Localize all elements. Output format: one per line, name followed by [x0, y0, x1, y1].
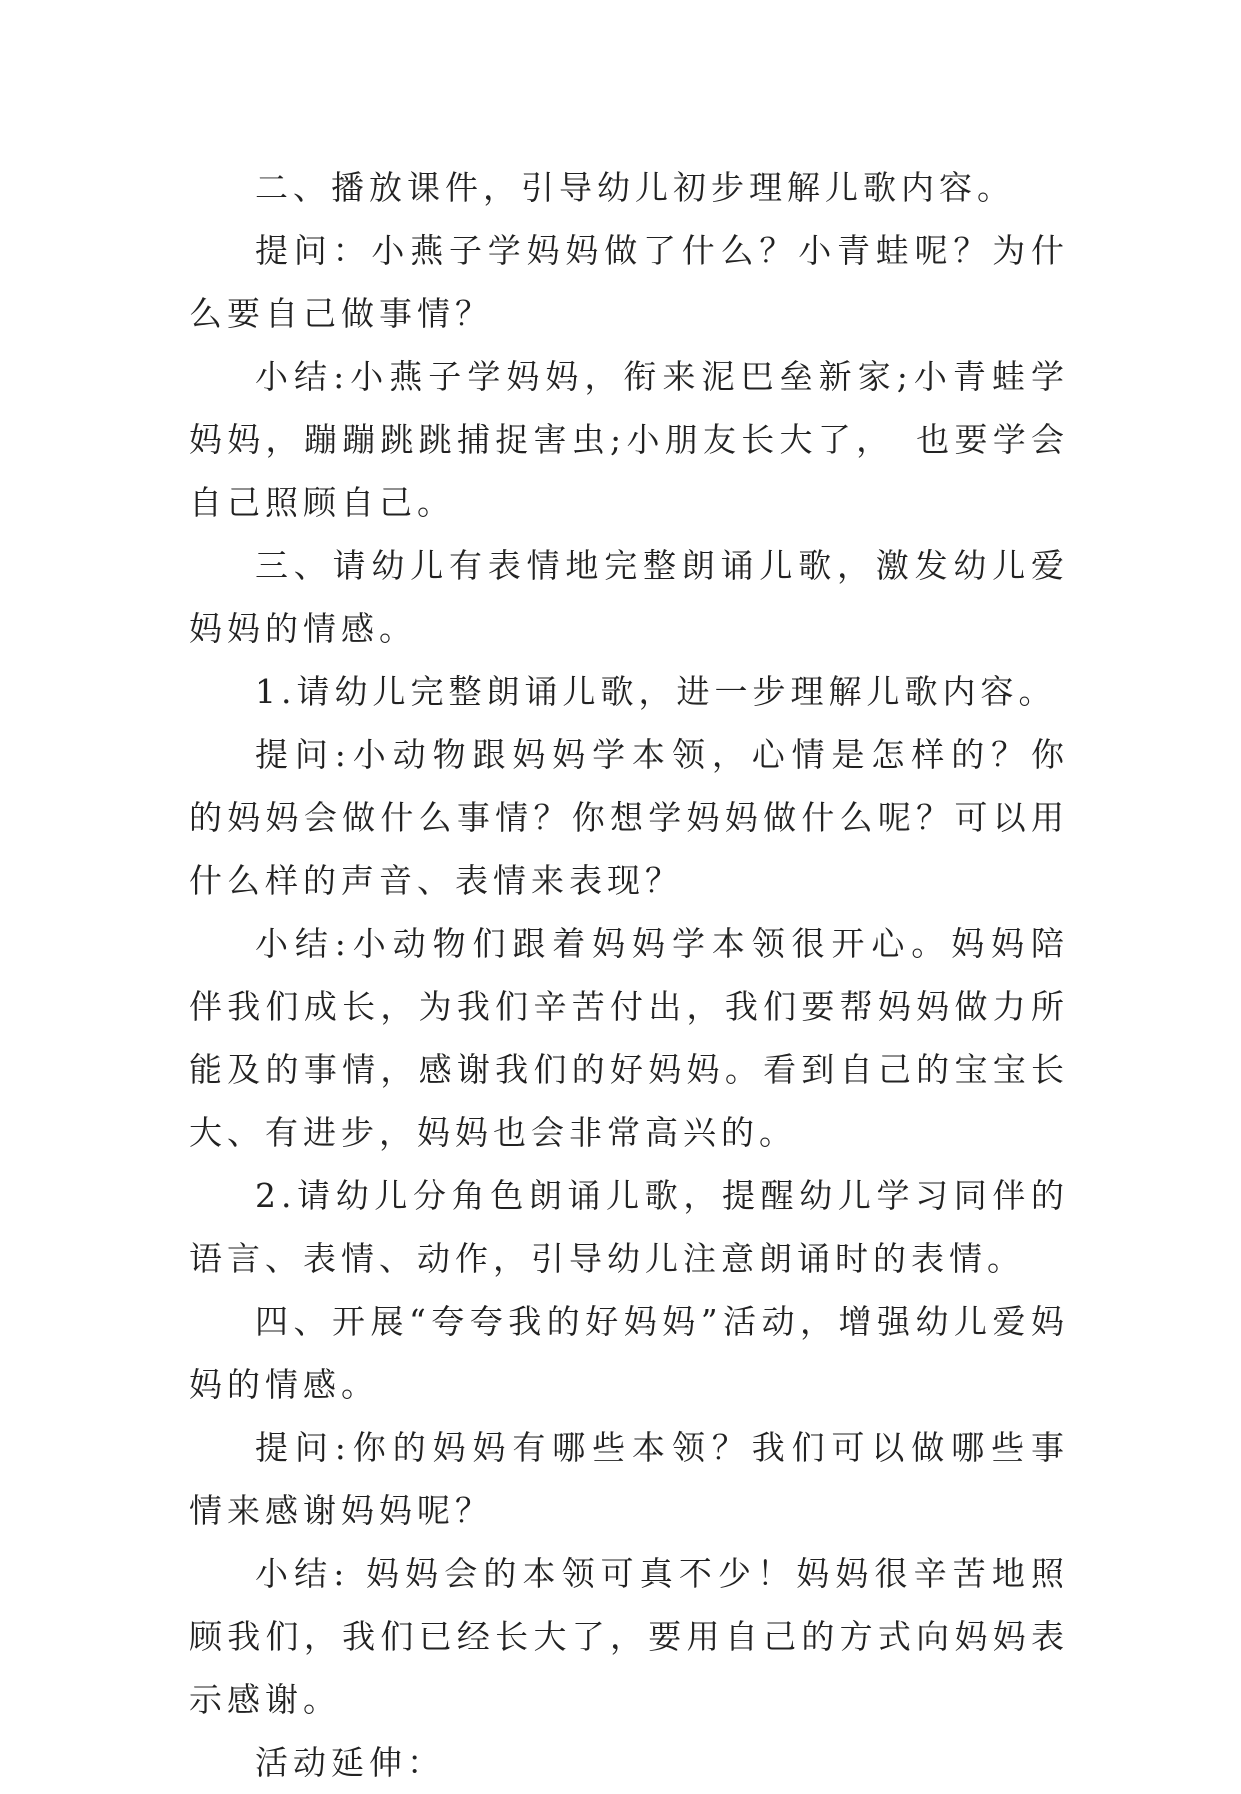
paragraph-section-four: 四、开展“夸夸我的好妈妈”活动，增强幼儿爱妈妈的情感。 [189, 1302, 1069, 1404]
paragraph-step-two: 2.请幼儿分角色朗诵儿歌，提醒幼儿学习同伴的语言、表情、动作，引导幼儿注意朗诵时的表情。 [189, 1176, 1069, 1278]
paragraph-summary-two: 小结:小动物们跟着妈妈学本领很开心。妈妈陪伴我们成长，为我们辛苦付出，我们要帮妈妈做力所能及的事情，感谢我们的好妈妈。看到自己的宝宝长大、有进步，妈妈也会非常高兴的。 [189, 924, 1069, 1152]
paragraph-question-two: 提问:小动物跟妈妈学本领，心情是怎样的？你的妈妈会做什么事情？你想学妈妈做什么呢？可以用什么样的声音、表情来表现？ [189, 735, 1069, 900]
paragraph-question-three: 提问:你的妈妈有哪些本领？我们可以做哪些事情来感谢妈妈呢？ [189, 1428, 1069, 1530]
paragraph-summary-one: 小结:小燕子学妈妈，衔来泥巴垒新家;小青蛙学妈妈，蹦蹦跳跳捕捉害虫;小朋友长大了， 也要学会自己照顾自己。 [189, 357, 1069, 522]
document-body [189, 156, 1069, 1794]
paragraph-question-one: 提问：小燕子学妈妈做了什么？小青蛙呢？为什么要自己做事情？ [189, 231, 1069, 333]
paragraph-step-one: 1.请幼儿完整朗诵儿歌，进一步理解儿歌内容。 [255, 672, 1057, 711]
paragraph-summary-three: 小结: 妈妈会的本领可真不少！妈妈很辛苦地照顾我们，我们已经长大了，要用自己的方式向妈妈表示感谢。 [189, 1554, 1069, 1719]
paragraph-section-two: 二、播放课件，引导幼儿初步理解儿歌内容。 [255, 168, 1015, 207]
paragraph-section-three: 三、请幼儿有表情地完整朗诵儿歌，激发幼儿爱妈妈的情感。 [189, 546, 1069, 648]
paragraph-activity-extension: 活动延伸： [255, 1743, 445, 1782]
